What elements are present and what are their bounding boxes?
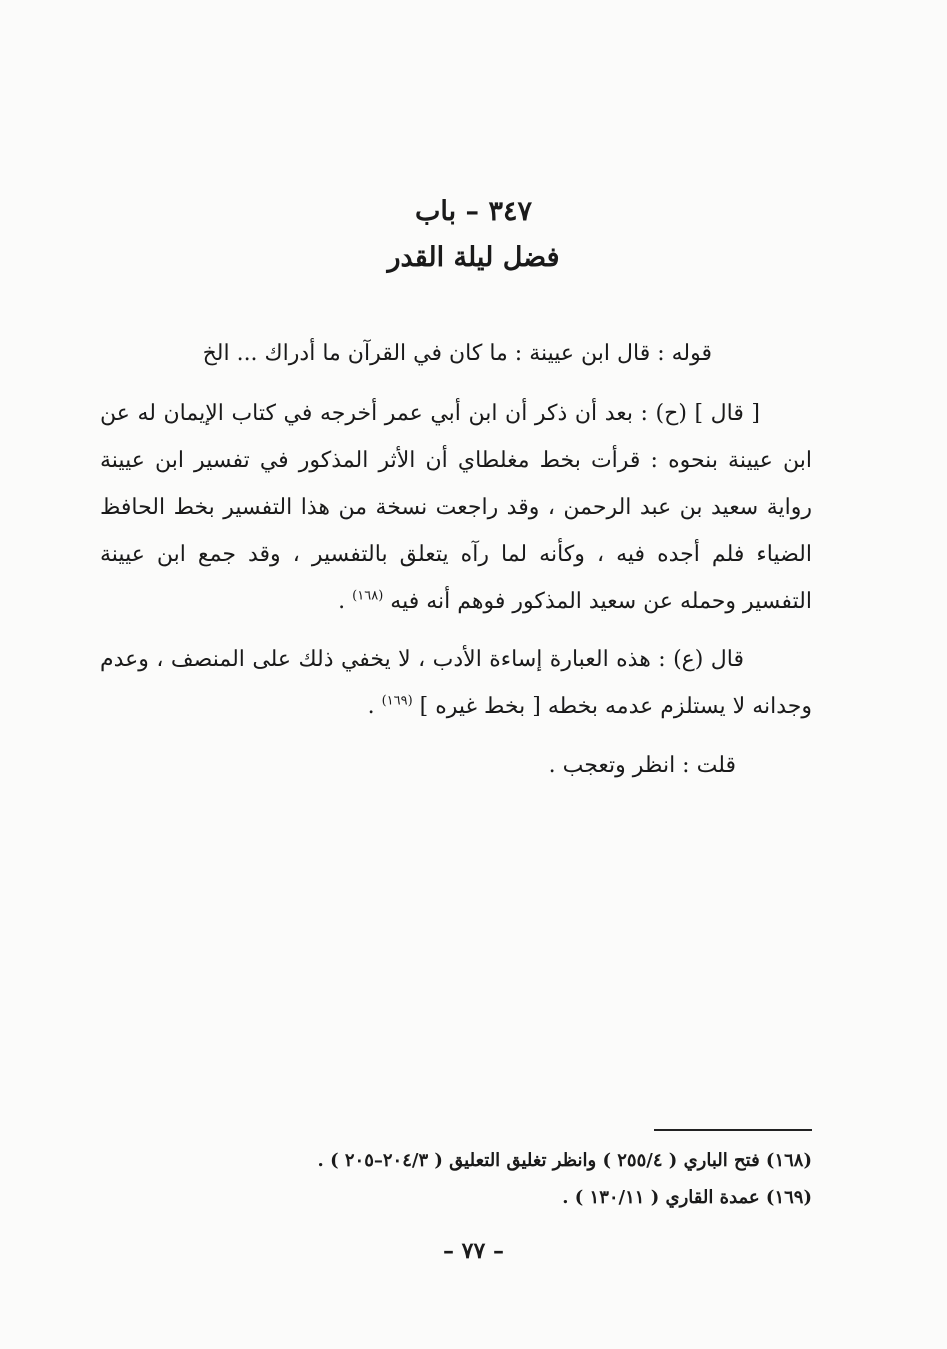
paragraph-text: قلت : انظر وتعجب . xyxy=(548,753,736,778)
paragraph-tail: . xyxy=(338,589,353,614)
footnote-separator xyxy=(654,1129,812,1131)
page-number: – ٧٧ – xyxy=(443,1238,504,1264)
footnote-169: (١٦٩) عمدة القاري ( ١٣٠/١١ ) . xyxy=(562,1187,812,1208)
paragraph-text: قوله : قال ابن عيينة : ما كان في القرآن ما أدراك ... الخ xyxy=(202,341,712,366)
paragraph-quote xyxy=(100,330,812,377)
footnotes-section xyxy=(150,1142,812,1216)
paragraph-text: قال (ع) : هذه العبارة إساءة الأدب ، لا يخفي ذلك على المنصف ، وعدم وجدانه لا يستلزم عدمه بخطه [ بخط غيره ] xyxy=(100,647,812,719)
chapter-title-heading: فضل ليلة القدر xyxy=(387,242,560,273)
paragraph-hafiz-remark xyxy=(100,390,812,625)
footnote-168: (١٦٨) فتح الباري ( ٢٥٥/٤ ) وانظر تغليق التعليق ( ٢٠٤/٣–٢٠٥ ) . xyxy=(317,1150,812,1171)
paragraph-text: [ قال ] (ح) : بعد أن ذكر أن ابن أبي عمر أخرجه في كتاب الإيمان له عن ابن عيينة بنحوه : قرأت بخط مغلطاي أن الأثر المذكور في تفسير ابن عيينة رواية سعيد بن عبد الرحمن ، وقد راجعت نسخة من هذا التفسير بخط الحافظ الضياء فلم أجده فيه ، وكأنه لما رآه يتعلق بالتفسير ، وقد جمع ابن عيينة التفسير وحمله عن سعيد المذكور فوهم أنه فيه xyxy=(100,401,812,614)
paragraph-tail: . xyxy=(367,694,382,719)
footnote-reference: (١٦٩) xyxy=(381,693,413,709)
footnote-reference: (١٦٨) xyxy=(352,588,384,604)
paragraph-aini-remark xyxy=(100,636,812,730)
paragraph-author-remark xyxy=(100,742,812,789)
chapter-number-heading: ٣٤٧ – باب xyxy=(415,196,532,227)
